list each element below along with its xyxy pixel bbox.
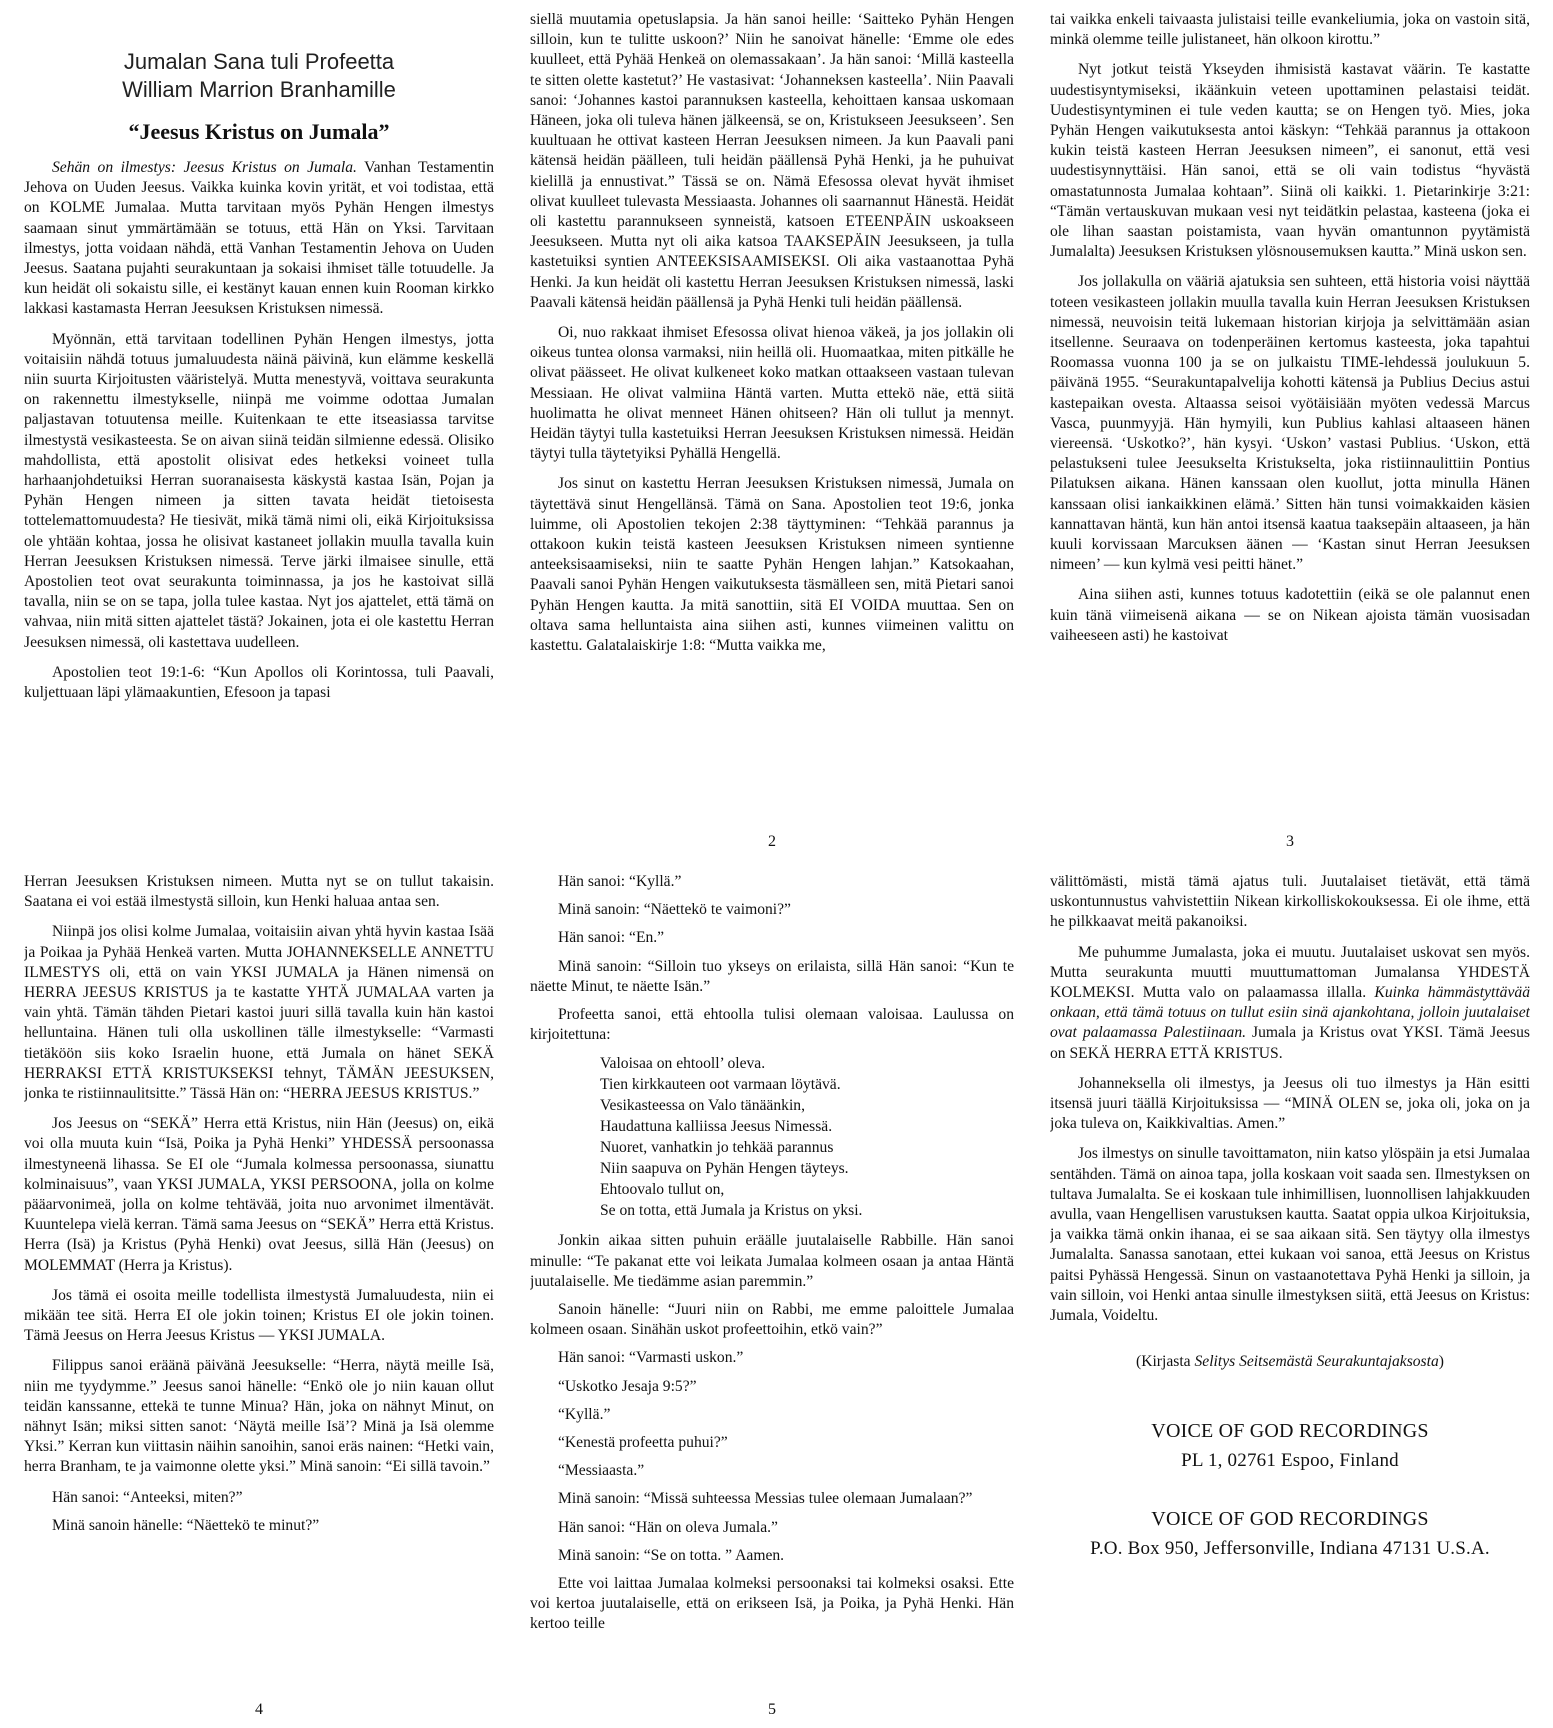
paragraph: Myönnän, että tarvitaan todellinen Pyhän Hengen ilmestys, jotta voitaisiin nähdä totuus jumaluudesta näinä päivinä, kun elämme keskellä niin suurta Kirjoitusten vääristelyä. Mutta menestyvä, voittava seurakunta on rakennettu ilmestykselle, niinpä me voimme odottaa Jumalan paljastavan totuutensa meille. Kuitenkaan te ette itseasiassa tarvitse ilmestystä vesikasteesta. Se on aivan siinä teidän silmienne edessä. Olisiko mahdollista, että apostolit olisivat edes hetkeksi voineet tulla harhaanjohdetuiksi Herran suoranaisesta käskystä kastaa Isän, Pojan ja Pyhän Hengen nimeen ja sitten tavata heidät tietoisesta tottelemattomuudesta? He tiesivät, mikä tämä nimi oli, eikä Kirjoituksissa ole yhtään kohtaa, jossa he olisivat kastaneet jollakin muulla tavalla kuin Herran Jeesuksen Kristuksen nimessä. Terve järki ilmaisee sinulle, että Apostolien teot ovat seurakunta toiminnassa, ja jos he kastoivat sillä tavalla, niin se on se tapa, jolla tulee kastaa. Nyt jos ajattelet, että tämä on vahvaa, niin mitä sitten ajattelet tästä? Jokainen, jota ei ole kastettu Herran Jeesuksen nimessä, oli kastettava uudelleen. [24,330,494,651]
page-number: 3 [1286,833,1294,850]
dialogue-line: Minä sanoin: “Näettekö te vaimoni?” [558,901,791,919]
page-number: 2 [768,833,776,850]
document-title [24,48,494,104]
paragraph [24,158,494,320]
song-lyrics [600,1053,1014,1221]
dialogue-line: Minä sanoin: “Silloin tuo ykseys on erilaista, sillä Hän sanoi: “Kun te näette Minut, te näette Isän.” [530,957,1014,995]
dialogue-line: Ette voi laittaa Jumalaa kolmeksi persoonaksi tai kolmeksi osaksi. Ette voi kertoa juutalaiselle, että on erikseen Isä, ja Poika, ja Pyhä Henki. Hän kertoo teille [530,1575,1014,1633]
lyric-line: Ehtoovalo tullut on, [600,1181,725,1199]
dialogue-line: Hän sanoi: “Hän on oleva Jumala.” [558,1518,778,1536]
paragraph: Johanneksella oli ilmestys, ja Jeesus oli tuo ilmestys ja Hän esitti itsensä juuri täällä Kirjoituksissa — “MINÄ OLEN se, joka oli, joka on ja joka tuleva on, Kaikkivaltias. Amen.” [1050,1074,1530,1133]
dialogue-line: Hän sanoi: “En.” [558,929,665,947]
dialogue-line: Hän sanoi: “Anteeksi, miten?” [52,1488,243,1506]
document-subtitle: “Jeesus Kristus on Jumala” [128,119,390,144]
paragraph: siellä muutamia opetuslapsia. Ja hän sanoi heille: ‘Saitteko Pyhän Hengen silloin, kun te tulitte uskoon?’ Niin he sanoivat hänelle: ‘Emme ole edes kuulleet, että Pyhää Henkeä on olemassakaan’. Ja hän sanoi: ‘Millä kasteella te sitten olette kastetut?’ He vastasivat: ‘Johanneksen kasteella’. Niin Paavali sanoi: ‘Johannes kastoi parannuksen kasteella, kehoittaen kansaa uskomaan Häneen, joka oli tuleva hänen jälkeensä, se on, Kristukseen Jeesukseen’. Sen kuultuaan he ottivat kasteen Herran Jeesuksen nimeen. Ja kun Paavali pani kätensä heidän päälleen, tuli heidän päällensä Pyhä Henki, ja he puhuivat kielillä ja ennustivat.” Tässä se on. Nämä Efesossa olevat hyvät ihmiset olivat kuulleet tulevasta Messiaasta. Johannes oli saarnannut Hänestä. Heidät oli kastettu parannukseen synneistä, katsoen ETEENPÄIN uskoakseen Jeesukseen. Mutta nyt oli aika katsoa TAAKSEPÄIN Jeesukseen, ja tulla kastetuiksi syntien ANTEEKSISAAMISEKSI. Oli aika vastaanottaa Pyhä Henki. Ja kun heidät oli kastettu Herran Jeesuksen Kristuksen nimessä, laski Paavali kätensä heidän päällensä ja Pyhä Henki tuli heidän päällensä. [530,11,1014,311]
lyric-line: Niin saapuva on Pyhän Hengen täyteys. [600,1160,849,1178]
paragraph-emphasis: Sehän on ilmestys: Jeesus Kristus on Jumala. [52,159,357,176]
dialogue-line: “Uskotko Jesaja 9:5?” [558,1377,697,1395]
paragraph: Jos tämä ei osoita meille todellista ilmestystä Jumaluudesta, niin ei mikään tee sitä. Herra EI ole jokin toinen; Kristus EI ole jokin toinen. Tämä Jeesus on Herra Jeesus Kristus — YKSI JUMALA. [24,1286,494,1345]
paragraph: Herran Jeesuksen Kristuksen nimeen. Mutta nyt se on tullut takaisin. Saatana ei voi estää ilmestystä silloin, kun Henki haluaa antaa sen. [24,873,494,911]
paragraph: Jos ilmestys on sinulle tavoittamaton, niin katso ylöspäin ja etsi Jumalaa sentähden. Tämä on ainoa tapa, jolla koskaan voit saada sen. Ilmestyksen on tultava Jumalalta. Se ei koskaan tule inhimillisen, luonnollisen lahjakkuuden avulla, vaan Hengellisen varustuksen kautta. Saatat oppia ulkoa Kirjoituksia, ja vaikka tämä onkin ihanaa, ei se saa aikaan sitä. Sen täytyy olla ilmestys Jumalalta. Sanassa sanotaan, ettei kukaan voi sanoa, että Jeesus on Kristus paitsi Pyhässä Hengessä. Sinun on vastaanotettava Pyhä Henki ja silloin, ja vain silloin, voi Henki antaa sinulle ilmestyksen siitä, että Jeesus on Kristus: Jumala, Voideltu. [1050,1145,1530,1325]
title-line-2: William Marrion Branhamille [122,77,396,102]
source-citation [1050,1352,1530,1372]
page-number: 4 [255,1701,263,1718]
dialogue-line: Jonkin aikaa sitten puhuin eräälle juutalaiselle Rabbille. Hän sanoi minulle: “Te pakanat ette voi leikata Jumalaa kolmeen osaan ja antaa Häntä juutalaiselle. Me tiedämme asian paremmin.” [530,1232,1014,1290]
dialogue-line: Minä sanoin: “Se on totta. ” Aamen. [558,1546,785,1564]
lyric-line: Valoisaa on ehtooll’ oleva. [600,1055,766,1073]
page-6 [1050,872,1530,1722]
postal-address: P.O. Box 950, Jeffersonville, Indiana 47131 U.S.A. [1090,1538,1490,1560]
paragraph: Jos sinut on kastettu Herran Jeesuksen Kristuksen nimessä, Jumala on täytettävä sinut Hengellänsä. Tämä on Sana. Apostolien teot 19:6, jonka luimme, oli Apostolien tekojen 2:38 täyttyminen: “Tehkää parannus ja ottakoon kukin teistä kasteen Jeesuksen Kristuksen nimeen syntienne anteeksisaamiseksi, niin te saatte Pyhän Hengen lahjan.” Katsokaahan, Paavali sanoi Pyhän Hengen vaikutuksesta täsmälleen sen, mitä Pietari sanoi Pyhän Hengen kautta. Ja mitä sanottiin, sitä EI VOIDA muuttaa. Sen on oltava sama helluntaista aina siihen asti, kunnes viimeinen valittu on kastettu. Galatalaiskirje 1:8: “Mutta vaikka me, [530,475,1014,655]
paragraph: Nyt jotkut teistä Ykseyden ihmisistä kastavat väärin. Te kastatte uudestisyntymiseksi, ikäänkuin veteen upottaminen pelastaisi teidät. Uudestisyntyminen ei tule veden kautta; se on Hengen työ. Mies, joka Pyhän Hengen vaikutuksesta antoi käskyn: “Tehkää parannus ja ottakoon kukin teistä kasteen Herran Jeesuksen nimeen”, ei sanonut, että vesi uudestisynnyttäisi. Hän sanoi, että se oli vain todistus “hyvästä omastatunnosta Jumalaa kohtaan”. Siinä oli kaikki. 1. Pietarinkirje 3:21: “Tämän vertauskuvan mukaan vesi nyt teidätkin pelastaa, kasteena (joka ei ole lihan saastan poistamista, vaan hyvän omantunnon pyytämistä Jumalalta) Jeesuksen Kristuksen ylösnousemuksen kautta.” Minä uskon sen. [1050,61,1530,261]
citation-text: (Kirjasta [1136,1353,1195,1371]
paragraph: Niinpä jos olisi kolme Jumalaa, voitaisiin aivan yhtä hyvin kastaa Isää ja Poikaa ja Pyhää Henkeä varten. Mutta JOHANNEKSELLE ANNETTU ILMESTYS oli, että on vain YKSI JUMALA ja Hänen nimensä on HERRA JEESUS KRISTUS ja te kastatte YHTÄ JUMALAA varten ja vain yhtä. Tämän tähden Pietari kastoi juuri sillä tavalla kuin hän kastoi helluntaina. Hänen tuli olla uskollinen tälle ilmestykselle: “Varmasti tietäköön siis koko Israelin huone, että Jumala on hänet SEKÄ HERRAKSI ETTÄ KRISTUKSEKSI tehnyt, TÄMÄN JEESUKSEN, jonka te ristiinnaulitsitte.” Tässä Hän on: “HERRA JEESUS KRISTUS.” [24,923,494,1103]
paragraph: välittömästi, mistä tämä ajatus tuli. Juutalaiset tietävät, että tämä uskontunnustus vahvistettiin Nikean kirkolliskokouksessa. Ei ole ihme, että he pilkkaavat meitä pakanoiksi. [1050,873,1530,931]
paragraph: Jos Jeesus on “SEKÄ” Herra että Kristus, niin Hän (Jeesus) on, eikä voi olla muuta kuin “Isä, Poika ja Pyhä Henki” YHDESSÄ persoonassa ilmestyneenä lihassa. Se EI ole “Jumala kolmessa persoonassa, siunattu kolminaisuus”, vaan YKSI JUMALA, YKSI PERSOONA, jolla on kolme pääarvonimeä, jolla on kolme tehtävää, joita nuo arvonimet ilmentävät. Kuuntelepa vielä kerran. Tämä sama Jeesus on “SEKÄ” Herra että Kristus. Herra (Isä) ja Kristus (Pyhä Henki) ovat Jeesus, sillä Hän (Jeesus) on MOLEMMAT (Herra ja Kristus). [24,1115,494,1274]
paragraph: Filippus sanoi eräänä päivänä Jeesukselle: “Herra, näytä meille Isä, niin me tyydymme.” Jeesus sanoi hänelle: “Enkö ole jo niin kauan ollut teidän kanssanne, ettekä te tunne Minua? Hän, joka on nähnyt Minut, on nähnyt Isän; miksi sitten sanot: ‘Näytä meille Isä’? Minä ja Isä olemme Yksi.” Kerran kun viittasin näihin sanoihin, sanoi eräs nainen: “Hetki vain, herra Branham, te ja vaimonne olette yksi.” Minä sanoin: “Ei sillä tavoin.” [24,1357,494,1476]
paragraph-emphasis: Kuinka hämmästyttävää onkaan, että tämä totuus on tullut esiin sinä ajankohtana, jolloin juutalaiset ovat palaamassa Palestiinaan. [1050,984,1530,1042]
paragraph-text: Jumala ja Kristus ovat YKSI. Tämä Jeesus on SEKÄ HERRA ETTÄ KRISTUS. [1050,1024,1530,1062]
paragraph [1050,943,1530,1064]
paragraph: Oi, nuo rakkaat ihmiset Efesossa olivat hienoa väkeä, ja jos jollakin oli oikeus tuntea olonsa varmaksi, niin heillä oli. Huomaatkaa, miten pitkälle he olivat päässeet. He olivat kulkeneet koko matkan ottaakseen vastaan tulevan Messiaan. He olivat valmiina Häntä varten. Mutta ettekö näe, että siitä huolimatta he olivat menneet Hänen ohitseen? Hän oli tullut ja mennyt. Heidän täytyi tulla kastetuiksi Herran Jeesuksen Kristuksen nimessä. Heidän täytyi tulla täytetyiksi Pyhällä Hengellä. [530,324,1014,463]
lyric-line: Se on totta, että Jumala ja Kristus on yksi. [600,1202,863,1220]
title-line-1: Jumalan Sana tuli Profeetta [123,49,395,74]
paragraph: Aina siihen asti, kunnes totuus kadotettiin (eikä se ole palannut enen kuin tänä viimeisenä aikana — se on Nikean ajoista tämän vuosisadan vaiheeseen asti) he kastoivat [1050,586,1530,644]
lyric-line: Vesikasteessa on Valo tänäänkin, [600,1097,805,1115]
dialogue-line: “Kyllä.” [558,1405,611,1423]
postal-address: PL 1, 02761 Espoo, Finland [1181,1450,1399,1472]
page-number: 5 [768,1701,776,1718]
page-4 [24,872,494,1722]
dialogue-line: Minä sanoin hänelle: “Näettekö te minut?” [52,1516,320,1534]
lyric-line: Haudattuna kalliissa Jeesus Nimessä. [600,1118,833,1136]
page-3 [1050,10,1530,850]
publisher-name: VOICE OF GOD RECORDINGS [1151,1420,1429,1443]
citation-text: ) [1438,1353,1444,1371]
page-1 [24,30,494,830]
paragraph: Jos jollakulla on vääriä ajatuksia sen suhteen, että historia voisi näyttää toteen vesikasteen jollakin muulla tavalla kuin Herran Jeesuksen Kristuksen nimessä, neuvoisin teitä lukemaan historian kirjoja ja selvittämään asian itsellenne. Seuraava on todenperäinen kertomus kasteesta, joka tapahtui Roomassa vuonna 100 ja se on julkaistu TIME-lehdessä joulukuun 5. päivänä 1955. “Seurakuntapalvelija kohotti kätensä ja Publius Decius astui kastepaikan ovesta. Altaassa seisoi vyötäisiään myöten vedessä Marcus Vasca, puunmyyjä. Hän hymyili, kun Publius kahlasi altaaseen hänen viereensä. ‘Uskotko?’, hän kysyi. ‘Uskon’ vastasi Publius. ‘Uskon, että pelastukseni tulee Jeesukselta Kristukselta, joka ristiinnaulittiin Pontius Pilatuksen aikana. Hänen kanssaan olen kuollut, jotta minulla Hänen kanssaan olisi iankaikkinen elämä.’ Sitten hän tunsi voimakkaiden käsien kannattavan häntä, kun hän antoi itsensä kaatua taaksepäin altaaseen, ja hän kuuli korvissaan Marcuksen äänen — ‘Kastan sinut Herran Jeesuksen nimeen’ — kun kylmä vesi peitti hänet.” [1050,273,1530,574]
paragraph: tai vaikka enkeli taivaasta julistaisi teille evankeliumia, joka on vastoin sitä, minkä olemme teille julistaneet, hän olkoon kirottu.” [1050,11,1530,49]
dialogue-line: Hän sanoi: “Varmasti uskon.” [558,1349,744,1367]
paragraph-text: Vanhan Testamentin Jehova on Uuden Jeesus. Vaikka kuinka kovin yrität, et voi todistaa, että on KOLME Jumalaa. Mutta tarvitaan myös Pyhän Hengen ilmestys saamaan sinut ymmärtämään se totuus, että Hän on Yksi. Tarvitaan ilmestys, jotta voidaan nähdä, että Vanhan Testamentin Jehova on Uuden Jeesus. Saatana pujahti seurakuntaan ja sokaisi ihmiset tälle totuudelle. Ja kun heidät oli sokaistu sille, ei kestänyt kauan ennen kuin Rooman kirkko lakkasi kastamasta Herran Jeesuksen Kristuksen nimessä. [24,159,494,318]
book-title: Selitys Seitsemästä Seurakuntajaksosta [1194,1353,1439,1371]
dialogue-line: “Kenestä profeetta puhui?” [558,1434,728,1452]
lyric-line: Nuoret, vanhatkin jo tehkää parannus [600,1139,834,1157]
dialogue-line: Profeetta sanoi, että ehtoolla tulisi olemaan valoisaa. Laulussa on kirjoitettuna: [530,1006,1014,1044]
address-finland [1050,1416,1530,1476]
address-usa [1050,1504,1530,1564]
dialogue-line: Hän sanoi: “Kyllä.” [558,873,682,890]
dialogue-line: Sanoin hänelle: “Juuri niin on Rabbi, me emme paloittele Jumalaa kolmeen osaan. Sinähän uskot profeettoihin, etkö vain?” [530,1301,1014,1339]
page-5 [530,872,1014,1722]
dialogue-line: Minä sanoin: “Missä suhteessa Messias tulee olemaan Jumalaan?” [558,1490,973,1508]
page-2 [530,10,1014,850]
dialogue-line: “Messiaasta.” [558,1462,645,1480]
publisher-name: VOICE OF GOD RECORDINGS [1151,1508,1429,1531]
paragraph-text: Me puhumme Jumalasta, joka ei muutu. Juutalaiset uskovat sen myös. Mutta seurakunta muutti muuttumattoman Jumalansa YHDESTÄ KOLMEKSI. Mutta valo on palaamassa illalla. [1050,943,1530,1002]
paragraph: Apostolien teot 19:1-6: “Kun Apollos oli Korintossa, tuli Paavali, kuljettuaan läpi ylämaakuntien, Efesoon ja tapasi [24,663,494,702]
lyric-line: Tien kirkkauteen oot varmaan löytävä. [600,1076,841,1094]
